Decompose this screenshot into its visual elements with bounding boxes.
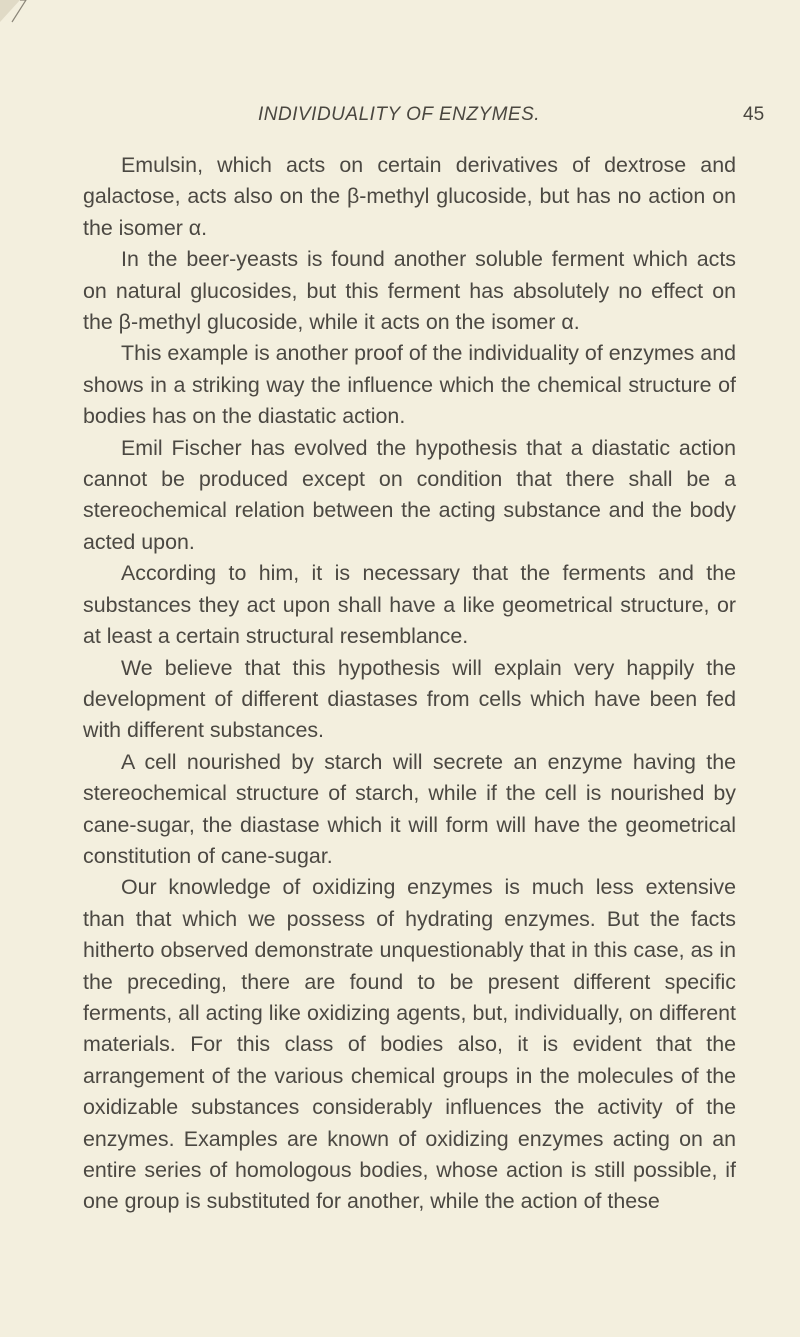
page-corner-edge bbox=[0, 0, 40, 40]
paragraph: A cell nourished by starch will secrete an enzyme having the stereochemical structure of starch, while if the cell is nourished by cane-sugar, the diastase which it will form will have the geometrical constitution of cane-sugar. bbox=[83, 749, 736, 868]
paragraph: Emulsin, which acts on certain derivatives of dextrose and galactose, acts also on the β-methyl glucoside, but has no action on the isomer α. bbox=[83, 153, 736, 240]
paragraph: We believe that this hypothesis will explain very happily the development of different diastases from cells which have been fed with different substances. bbox=[83, 655, 736, 743]
page-number: 45 bbox=[743, 104, 765, 125]
paragraph: In the beer-yeasts is found another soluble ferment which acts on natural glucosides, but this ferment has absolutely no effect on the β-methyl glucoside, while it acts on the isomer α. bbox=[83, 247, 736, 335]
running-head: INDIVIDUALITY OF ENZYMES. bbox=[258, 104, 541, 125]
paragraph: According to him, it is necessary that the ferments and the substances they act upon shall have a like geometrical structure, or at least a certain structural resemblance. bbox=[83, 561, 736, 649]
paragraph: Our knowledge of oxidizing enzymes is much less extensive than that which we possess of hydrating enzymes. But the facts hitherto observed demonstrate unquestionably that in this case, as in the preceding, there are found to be present different specific ferments, all acting like oxidizing agents, but, individually, on different materials. For this class of bodies also, it is evident that the arrangement of the various chemical groups in the molecules of the oxidizable substances considerably influences the activity of the enzymes. Examples are known of oxidizing enzymes acting on an entire series of homologous bodies, whose action is still possible, if one group is substituted for another, while the action of these bbox=[83, 875, 736, 1214]
body-text bbox=[83, 150, 736, 1218]
paragraph: This example is another proof of the individuality of enzymes and shows in a striking way the influence which the chemical structure of bodies has on the diastatic action. bbox=[83, 341, 736, 429]
paragraph: Emil Fischer has evolved the hypothesis that a diastatic action cannot be produced except on condition that there shall be a stereochemical relation between the acting substance and the body acted upon. bbox=[83, 435, 736, 554]
page-header bbox=[0, 104, 800, 134]
